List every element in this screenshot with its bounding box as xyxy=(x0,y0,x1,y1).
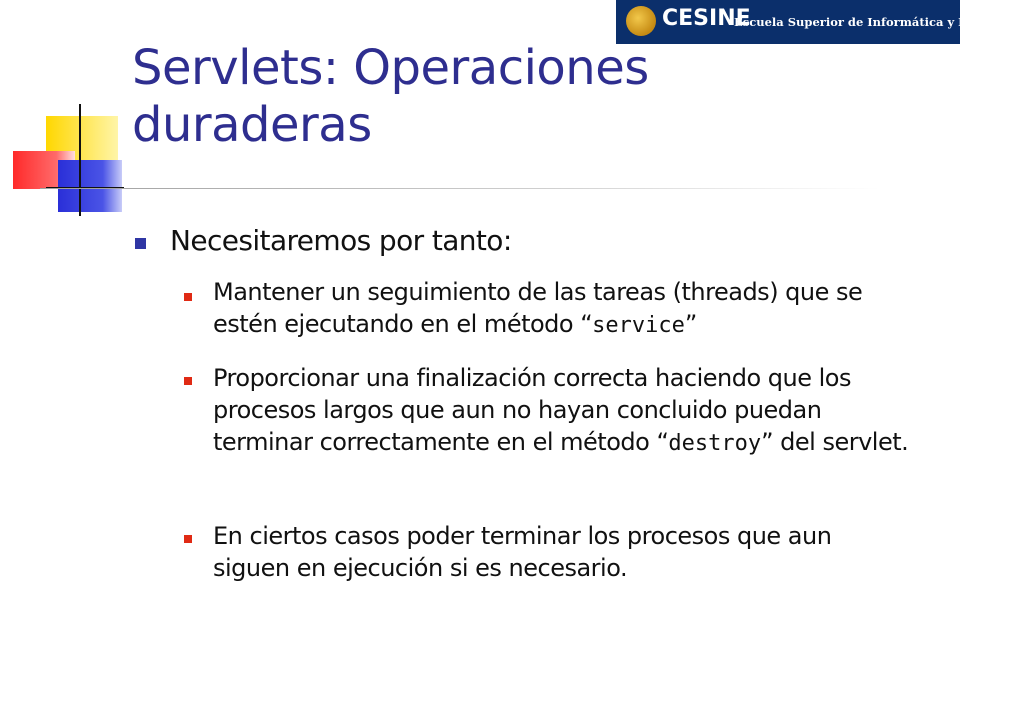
cesine-logo xyxy=(616,0,1017,44)
decorative-squares xyxy=(0,0,140,230)
title-divider xyxy=(40,188,880,189)
level2-bullet-icon xyxy=(184,293,192,301)
globe-icon xyxy=(626,6,656,36)
main-bullet-text: Necesitaremos por tanto: xyxy=(170,224,512,257)
sub-bullet-3: En ciertos casos poder terminar los procesos que aun siguen en ejecución si es necesario. xyxy=(213,522,832,582)
code-destroy: destroy xyxy=(668,431,762,456)
sub-bullet-2: Proporcionar una finalización correcta haciendo que los procesos largos que aun no hayan concluido puedan terminar correctamente en el método “destroy” del servlet. xyxy=(213,364,909,456)
slide-title xyxy=(132,40,649,154)
title-line-2: duraderas xyxy=(132,97,372,153)
level1-bullet-icon xyxy=(135,238,146,249)
blue-square xyxy=(58,160,122,212)
logo-tagline: Escuela Superior de Informática y Negocios xyxy=(734,15,1017,29)
code-service: service xyxy=(592,313,685,338)
title-line-1: Servlets: Operaciones xyxy=(132,40,649,96)
sub-bullet-1: Mantener un seguimiento de las tareas (threads) que se estén ejecutando en el método “service” xyxy=(213,278,863,338)
level2-bullet-icon xyxy=(184,377,192,385)
level2-bullet-icon xyxy=(184,535,192,543)
logo-mark: CESINE xyxy=(662,6,751,31)
